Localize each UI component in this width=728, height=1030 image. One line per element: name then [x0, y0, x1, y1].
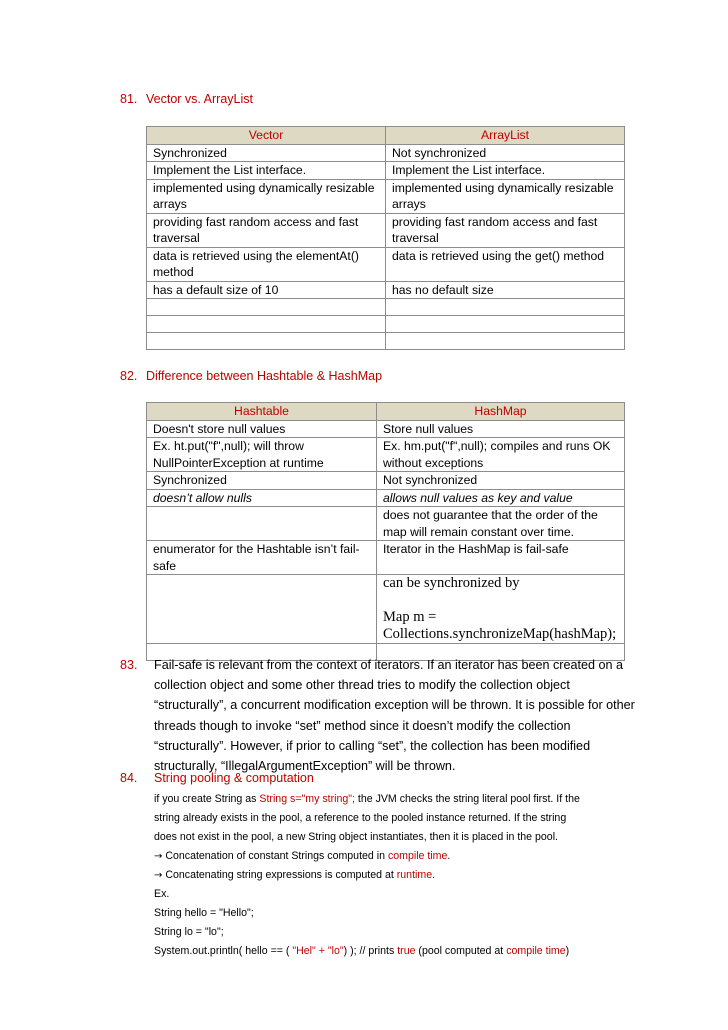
table-cell: Ex. hm.put("f",null); compiles and runs OK without exceptions: [377, 438, 625, 472]
table-cell: data is retrieved using the elementAt() method: [147, 247, 386, 281]
table-row-empty: [147, 333, 625, 350]
table-row: [147, 541, 625, 575]
table-cell: Store null values: [377, 420, 625, 438]
table-cell: allows null values as key and value: [377, 489, 625, 507]
table-row: [147, 507, 625, 541]
header-hashmap: HashMap: [377, 403, 625, 421]
header-arraylist: ArrayList: [386, 127, 625, 145]
section-84-heading: [120, 771, 314, 785]
table-cell: Not synchronized: [377, 472, 625, 490]
table-row: [147, 472, 625, 490]
table-row: [147, 179, 625, 213]
table-row-empty: [147, 299, 625, 316]
table-cell: Implement the List interface.: [386, 162, 625, 180]
table-cell: Not synchronized: [386, 144, 625, 162]
table-row: [147, 575, 625, 644]
table-cell: implemented using dynamically resizable arrays: [147, 179, 386, 213]
text-line: Ex.: [154, 888, 170, 900]
section-number: 82.: [120, 369, 138, 383]
table-cell: has a default size of 10: [147, 281, 386, 299]
code-line: String lo = "lo";: [154, 926, 224, 938]
table-cell: Ex. ht.put("f",null); will throw NullPointerException at runtime: [147, 438, 377, 472]
table-cell-empty: [147, 575, 377, 644]
vector-arraylist-table: [146, 126, 625, 350]
table-cell: does not guarantee that the order of the map will remain constant over time.: [377, 507, 625, 541]
table-row: [147, 281, 625, 299]
section-83-text: Fail-safe is relevant from the context of iterators. If an iterator has been created on a collection object and some other thread tries to modify the collection object “structurally”, a concurrent modification exception will be thrown. It is possible for other threads though to invoke “set” method since it doesn’t modify the collection “structurally”. However, if prior to calling “set”, the collection has been modified structurally, “IllegalArgumentException” will be thrown.: [154, 658, 635, 774]
section-84-body: [154, 790, 634, 961]
table-cell: Synchronized: [147, 144, 386, 162]
table-cell: implemented using dynamically resizable arrays: [386, 179, 625, 213]
code-line: String hello = "Hello";: [154, 907, 254, 919]
table-row: [147, 438, 625, 472]
sync-line-1: can be synchronized by: [383, 575, 520, 591]
table-cell: providing fast random access and fast traversal: [147, 213, 386, 247]
section-title: String pooling & computation: [154, 771, 314, 785]
section-number: 84.: [120, 771, 138, 785]
table-cell: doesn’t allow nulls: [147, 489, 377, 507]
hashtable-hashmap-table: [146, 402, 625, 661]
arrow-right-icon: →: [154, 851, 163, 862]
table-header-row: [147, 127, 625, 145]
table-row-empty: [147, 316, 625, 333]
header-hashtable: Hashtable: [147, 403, 377, 421]
sync-line-2: Map m =: [383, 609, 437, 625]
table-row: [147, 489, 625, 507]
table-cell-serif: [377, 575, 625, 644]
table-row: [147, 213, 625, 247]
section-82-heading: [120, 369, 382, 383]
text-line: → Concatenating string expressions is computed at runtime.: [154, 869, 436, 881]
section-number: 83.: [120, 658, 138, 672]
table-cell: Iterator in the HashMap is fail-safe: [377, 541, 625, 575]
table-header-row: [147, 403, 625, 421]
arrow-right-icon: →: [154, 870, 163, 881]
table-cell: providing fast random access and fast traversal: [386, 213, 625, 247]
section-81-heading: [120, 92, 253, 106]
table-cell: enumerator for the Hashtable isn’t fail-safe: [147, 541, 377, 575]
table-cell: data is retrieved using the get() method: [386, 247, 625, 281]
section-title: Difference between Hashtable & HashMap: [146, 369, 383, 383]
header-vector: Vector: [147, 127, 386, 145]
table-row: [147, 247, 625, 281]
table-cell: Synchronized: [147, 472, 377, 490]
table-row: [147, 144, 625, 162]
table-row: [147, 420, 625, 438]
table-cell: has no default size: [386, 281, 625, 299]
text-line: if you create String as String s="my string"; the JVM checks the string literal pool first. If the: [154, 793, 580, 805]
section-83-paragraph: [120, 655, 640, 776]
table-cell-empty: [147, 507, 377, 541]
text-line: → Concatenation of constant Strings computed in compile time.: [154, 850, 451, 862]
table-cell: Doesn't store null values: [147, 420, 377, 438]
code-line: System.out.println( hello == ( "Hel" + "lo") ); // prints true (pool computed at compile time): [154, 945, 570, 957]
sync-line-3: Collections.synchronizeMap(hashMap);: [383, 626, 617, 642]
table-cell: Implement the List interface.: [147, 162, 386, 180]
section-number: 81.: [120, 92, 138, 106]
text-line: does not exist in the pool, a new String object instantiates, then it is placed in the pool.: [154, 831, 558, 843]
text-line: string already exists in the pool, a reference to the pooled instance returned. If the string: [154, 812, 567, 824]
table-row: [147, 162, 625, 180]
section-title: Vector vs. ArrayList: [146, 92, 253, 106]
